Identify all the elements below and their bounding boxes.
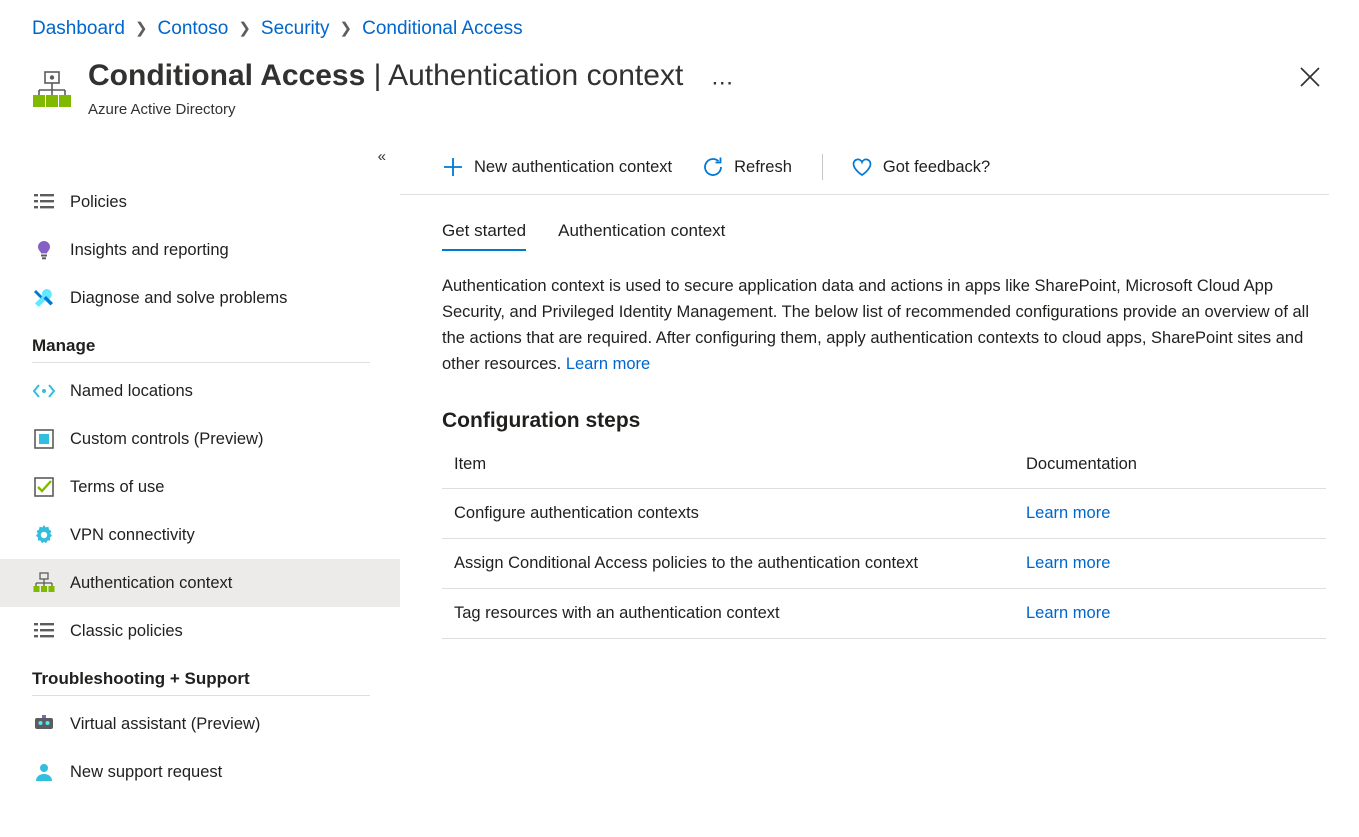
column-header-documentation: Documentation	[1014, 449, 1326, 489]
table-head	[442, 449, 1326, 489]
lightbulb-icon	[32, 238, 56, 262]
sidebar-divider	[32, 695, 370, 696]
sidebar-item-authentication-context[interactable]	[0, 559, 400, 607]
sidebar-item-label: Terms of use	[70, 477, 165, 496]
got-feedback-button[interactable]	[851, 156, 990, 178]
sidebar-item-vpn-connectivity[interactable]	[0, 511, 400, 559]
close-icon[interactable]	[1297, 64, 1323, 90]
command-bar	[400, 140, 1329, 195]
breadcrumb	[32, 16, 523, 42]
refresh-label: Refresh	[734, 157, 792, 176]
page-subtitle: Azure Active Directory	[88, 101, 236, 118]
refresh-button[interactable]	[702, 156, 792, 178]
learn-more-link[interactable]: Learn more	[1026, 554, 1111, 572]
sidebar-item-label: VPN connectivity	[70, 525, 195, 544]
conditional-access-icon	[32, 70, 72, 110]
auth-context-icon	[32, 571, 56, 595]
sidebar-item-label: Custom controls (Preview)	[70, 429, 264, 448]
sidebar-item-custom-controls[interactable]	[0, 415, 400, 463]
location-arrows-icon	[32, 379, 56, 403]
new-authentication-context-button[interactable]	[442, 156, 672, 178]
wrench-icon	[32, 286, 56, 310]
list-icon	[32, 190, 56, 214]
breadcrumb-separator-icon: ❯	[134, 20, 148, 37]
sidebar-item-terms-of-use[interactable]	[0, 463, 400, 511]
tab-strip	[400, 213, 1359, 251]
sidebar-item-label: Insights and reporting	[70, 240, 229, 259]
table-body	[442, 489, 1326, 639]
page-title-rest: Authentication context	[388, 59, 684, 92]
tab-get-started[interactable]: Get started	[442, 221, 526, 251]
sidebar	[0, 140, 400, 837]
command-divider	[822, 154, 823, 180]
configuration-steps-title: Configuration steps	[442, 409, 641, 432]
sidebar-item-new-support-request[interactable]	[0, 748, 400, 796]
main-content	[400, 140, 1359, 837]
custom-controls-icon	[32, 427, 56, 451]
checklist-icon	[32, 475, 56, 499]
breadcrumb-item-dashboard[interactable]: Dashboard	[32, 18, 125, 39]
breadcrumb-separator-icon: ❯	[339, 20, 353, 37]
table-row	[442, 589, 1326, 639]
sidebar-item-named-locations[interactable]	[0, 367, 400, 415]
breadcrumb-item-conditional-access[interactable]: Conditional Access	[362, 18, 523, 39]
intro-learn-more-link[interactable]: Learn more	[565, 355, 651, 373]
learn-more-link[interactable]: Learn more	[1026, 604, 1111, 622]
refresh-icon	[702, 156, 724, 178]
sidebar-item-virtual-assistant[interactable]	[0, 700, 400, 748]
table-row	[442, 489, 1326, 539]
breadcrumb-item-contoso[interactable]: Contoso	[157, 18, 229, 39]
assistant-icon	[32, 712, 56, 736]
table-header-row	[442, 449, 1326, 489]
learn-more-link[interactable]: Learn more	[1026, 504, 1111, 522]
new-authentication-context-label: New authentication context	[474, 157, 673, 176]
heart-icon	[851, 156, 873, 178]
sidebar-item-label: Authentication context	[70, 573, 233, 592]
more-options-icon[interactable]: ⋯	[711, 70, 735, 95]
sidebar-item-diagnose-and-solve-problems[interactable]	[0, 274, 400, 322]
cell-documentation	[1014, 539, 1326, 589]
sidebar-item-label: Policies	[70, 192, 127, 211]
sidebar-group-manage: Manage	[32, 336, 96, 355]
sidebar-divider	[32, 362, 370, 363]
configuration-steps-table	[442, 449, 1326, 639]
tab-authentication-context[interactable]: Authentication context	[558, 221, 726, 240]
blade-header	[32, 56, 1339, 120]
title-text-wrap	[88, 56, 683, 120]
breadcrumb-item-security[interactable]: Security	[260, 18, 330, 39]
sidebar-item-label: Classic policies	[70, 621, 183, 640]
intro-paragraph: Authentication context is used to secure application data and actions in apps like SharePoint, Microsoft Cloud App Security, and Privileged Identity Management. The below list of recommended configurations provide an overview of all the actions that are required. After configuring them, apply authentication contexts to cloud apps, SharePoint sites and other resources.	[442, 277, 1310, 373]
sidebar-item-label: Diagnose and solve problems	[70, 288, 288, 307]
collapse-sidebar-icon[interactable]: «	[377, 148, 386, 165]
column-header-item: Item	[442, 449, 1014, 489]
sidebar-item-insights-and-reporting[interactable]	[0, 226, 400, 274]
sidebar-item-label: Virtual assistant (Preview)	[70, 714, 261, 733]
sidebar-item-label: New support request	[70, 762, 223, 781]
got-feedback-label: Got feedback?	[882, 157, 991, 176]
intro-text	[442, 273, 1327, 377]
cell-item: Configure authentication contexts	[442, 489, 1014, 539]
gear-icon	[32, 523, 56, 547]
sidebar-item-policies[interactable]	[0, 178, 400, 226]
list-icon	[32, 619, 56, 643]
sidebar-group-troubleshooting: Troubleshooting + Support	[32, 669, 250, 688]
plus-icon	[442, 156, 464, 178]
cell-item: Assign Conditional Access policies to the authentication context	[442, 539, 1014, 589]
person-icon	[32, 760, 56, 784]
cell-documentation	[1014, 489, 1326, 539]
sidebar-item-classic-policies[interactable]	[0, 607, 400, 655]
sidebar-item-label: Named locations	[70, 381, 193, 400]
breadcrumb-separator-icon: ❯	[238, 20, 251, 37]
cell-documentation	[1014, 589, 1326, 639]
table-row	[442, 539, 1326, 589]
page-title-separator: |	[365, 59, 389, 92]
page-title	[88, 56, 683, 96]
cell-item: Tag resources with an authentication context	[442, 589, 1014, 639]
sidebar-nav	[0, 178, 400, 796]
page-title-bold: Conditional Access	[88, 59, 366, 92]
